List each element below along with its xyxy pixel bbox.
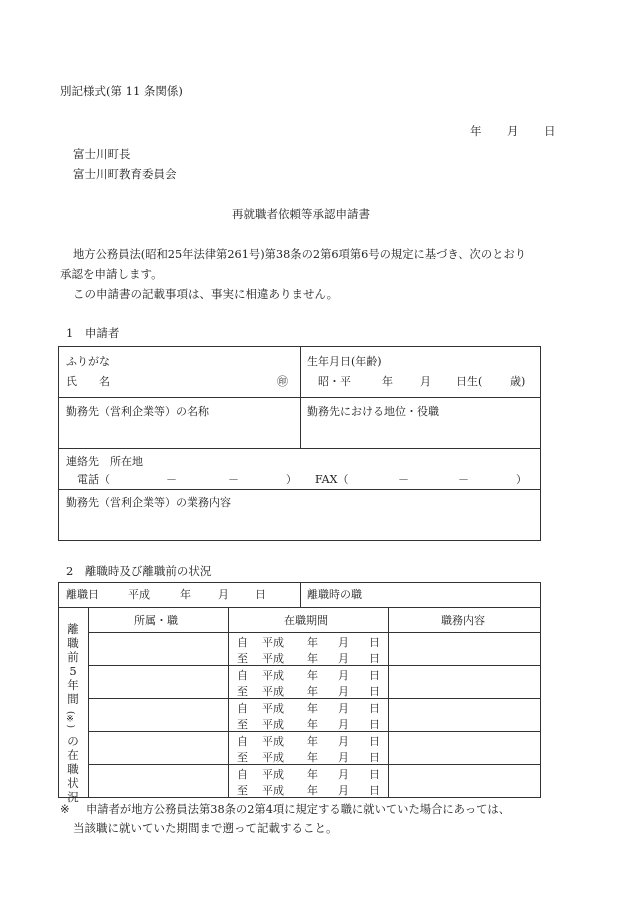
dob-month: 月 [420,375,431,388]
fax-dash-2: － [458,473,469,486]
document-title: 再就職者依頼等承認申請書 [232,207,370,221]
section2-heading: 2 離職時及び離職前の状況 [66,564,212,578]
side-char: 状 [67,776,79,790]
period-era: 平成 [262,768,284,781]
dob-label: 生年月日(年齢) [307,355,382,368]
divider [88,731,541,732]
section1-heading: 1 申請者 [66,326,120,340]
seal-mark: ㊞ [277,375,288,388]
divider [88,607,89,798]
footnote-line-2: 当該職に就いていた期間まで遡って記載すること。 [73,821,338,835]
dob-age: 歳) [510,375,526,388]
period-to: 至 [237,685,248,698]
intro-line-3: この申請書の記載事項は、事実に相違ありません。 [73,287,339,301]
divider [388,607,389,798]
period-day: 日 [369,784,380,797]
period-month: 月 [338,735,349,748]
fax-dash-1: － [398,473,409,486]
period-year: 年 [307,702,318,715]
phone-label: 電話（ [77,473,110,486]
side-char: 在 [67,748,79,762]
side-char: 5 [69,664,77,678]
period-from: 自 [237,669,248,682]
period-day: 日 [369,702,380,715]
period-year: 年 [307,784,318,797]
period-from: 自 [237,735,248,748]
side-char: 職 [67,762,79,776]
period-from: 自 [237,636,248,649]
period-year: 年 [307,685,318,698]
intro-line-1: 地方公務員法(昭和25年法律第261号)第38条の2第6項第6号の規定に基づき、次のとおり [73,248,527,261]
addressee-board: 富士川町教育委員会 [73,167,177,181]
phone-dash-2: － [228,473,239,486]
leave-year: 年 [180,588,191,601]
period-month: 月 [338,751,349,764]
period-day: 日 [369,751,380,764]
phone-close: ） [286,473,297,486]
period-year: 年 [307,751,318,764]
divider [88,764,541,765]
period-day: 日 [369,652,380,665]
side-char: 年 [67,678,79,692]
form-label: 別記様式(第 11 条関係) [60,84,183,98]
date-day-label: 日 [544,124,556,138]
leave-date-label: 離職日 [66,588,99,601]
divider [88,665,541,666]
period-era: 平成 [262,636,284,649]
period-to: 至 [237,652,248,665]
period-year: 年 [307,718,318,731]
addressee-mayor: 富士川町長 [73,147,131,161]
period-from: 自 [237,768,248,781]
period-month: 月 [338,702,349,715]
side-char: 職 [67,636,79,650]
side-char: の [67,734,79,748]
date-month-label: 月 [507,124,519,138]
period-from: 自 [237,702,248,715]
employer-position-label: 勤務先における地位・役職 [307,405,439,418]
period-era: 平成 [262,784,284,797]
divider [58,448,541,449]
contact-label: 連絡先 所在地 [66,455,143,468]
dob-day: 日生( [456,375,483,388]
business-content-label: 勤務先（営利企業等）の業務内容 [66,496,231,509]
divider [300,346,301,448]
period-day: 日 [369,669,380,682]
period-day: 日 [369,718,380,731]
leave-post-label: 離職時の職 [307,588,362,601]
period-to: 至 [237,751,248,764]
period-year: 年 [307,669,318,682]
period-era: 平成 [262,718,284,731]
period-era: 平成 [262,702,284,715]
period-month: 月 [338,636,349,649]
period-day: 日 [369,768,380,781]
side-char-note: (※) [65,711,75,729]
intro-line-2: 承認を申請します。 [60,267,163,281]
footnote-line-1: 申請者が地方公務員法第38条の2第4項に規定する職に就いていた場合にあっては、 [86,803,511,816]
period-era: 平成 [262,751,284,764]
period-day: 日 [369,636,380,649]
period-year: 年 [307,735,318,748]
period-era: 平成 [262,669,284,682]
phone-dash-1: － [166,473,177,486]
period-era: 平成 [262,735,284,748]
period-to: 至 [237,784,248,797]
footnote-mark: ※ [60,802,70,816]
divider [88,698,541,699]
employer-name-label: 勤務先（営利企業等）の名称 [66,405,209,418]
period-year: 年 [307,768,318,781]
side-char: 前 [67,650,79,664]
dob-era: 昭・平 [318,375,351,388]
column-period: 在職期間 [284,614,328,627]
divider [88,632,541,633]
period-year: 年 [307,636,318,649]
period-to: 至 [237,718,248,731]
side-char: 況 [67,790,79,804]
period-month: 月 [338,784,349,797]
period-year: 年 [307,652,318,665]
period-month: 月 [338,718,349,731]
column-dept: 所属・職 [134,614,178,627]
period-month: 月 [338,685,349,698]
column-duties: 職務内容 [441,614,485,627]
divider [300,582,301,607]
fax-close: ） [516,473,527,486]
period-day: 日 [369,685,380,698]
leave-month: 月 [218,588,229,601]
furigana-label: ふりがな [66,355,110,368]
period-era: 平成 [262,652,284,665]
period-month: 月 [338,652,349,665]
side-char: 離 [67,622,79,636]
dob-year: 年 [382,375,393,388]
leave-era: 平成 [128,588,150,601]
divider [58,489,541,490]
fax-label: FAX（ [315,473,349,486]
side-char: 間 [67,692,79,706]
period-month: 月 [338,669,349,682]
period-month: 月 [338,768,349,781]
date-year-label: 年 [470,124,482,138]
name-label: 氏 名 [66,375,110,388]
divider [58,607,541,608]
divider [228,607,229,798]
leave-day: 日 [255,588,266,601]
period-era: 平成 [262,685,284,698]
period-day: 日 [369,735,380,748]
